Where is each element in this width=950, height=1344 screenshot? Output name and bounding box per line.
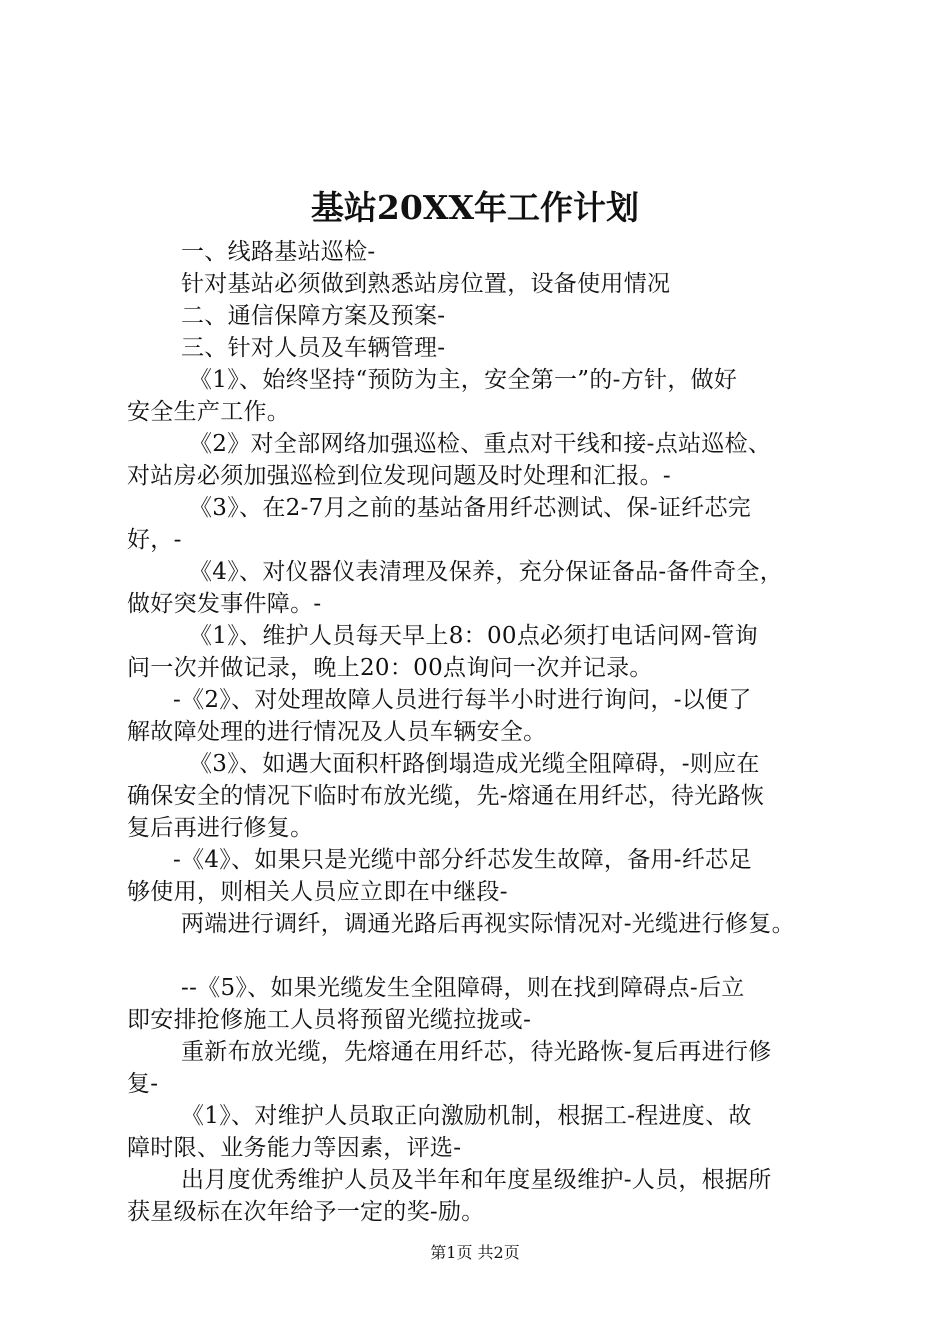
body-line: 复- bbox=[127, 1071, 159, 1097]
body-line: 两端进行调纤，调通光路后再视实际情况对-光缆进行修复。 bbox=[181, 911, 795, 937]
body-line: --《5》、如果光缆发生全阻障碍，则在找到障碍点-后立 bbox=[181, 975, 745, 1001]
body-line: 《2》对全部网络加强巡检、重点对干线和接-点站巡检、 bbox=[189, 431, 772, 457]
body-line: 一、线路基站巡检- bbox=[181, 239, 376, 265]
body-line: 针对基站必须做到熟悉站房位置，设备使用情况 bbox=[181, 271, 671, 297]
document-title: 基站20XX年工作计划 bbox=[310, 188, 640, 227]
body-line: 安全生产工作。 bbox=[127, 399, 291, 425]
body-line: 《1》、对维护人员取正向激励机制，根据工-程进度、故 bbox=[181, 1103, 752, 1129]
body-line: 好，- bbox=[127, 527, 182, 553]
body-line: 获星级标在次年给予一定的奖-励。 bbox=[127, 1199, 485, 1225]
body-line: 《1》、始终坚持“预防为主，安全第一”的-方针，做好 bbox=[189, 367, 738, 393]
body-line: 《1》、维护人员每天早上8：00点必须打电话问网-管询 bbox=[189, 623, 758, 649]
body-line: 障时限、业务能力等因素，评选- bbox=[127, 1135, 462, 1161]
blank-line bbox=[127, 940, 837, 972]
body-line: 三、针对人员及车辆管理- bbox=[181, 335, 446, 361]
body-line: 够使用，则相关人员应立即在中继段- bbox=[127, 879, 508, 905]
body-line: 做好突发事件障。- bbox=[127, 591, 322, 617]
body-line: 对站房必须加强巡检到位发现问题及时处理和汇报。- bbox=[127, 463, 671, 489]
body-line: 确保安全的情况下临时布放光缆，先-熔通在用纤芯，待光路恢 bbox=[127, 783, 765, 809]
body-line: 二、通信保障方案及预案- bbox=[181, 303, 446, 329]
page-footer: 第1页 共2页 bbox=[430, 1243, 520, 1262]
body-line: 问一次并做记录，晚上20：00点询问一次并记录。 bbox=[127, 655, 653, 681]
body-line: 出月度优秀维护人员及半年和年度星级维护-人员，根据所 bbox=[181, 1167, 772, 1193]
body-line: 即安排抢修施工人员将预留光缆拉拢或- bbox=[127, 1007, 532, 1033]
body-line: -《2》、对处理故障人员进行每半小时进行询问，-以便了 bbox=[173, 687, 752, 713]
body-line: 重新布放光缆，先熔通在用纤芯，待光路恢-复后再进行修 bbox=[181, 1039, 772, 1065]
body-line: 《4》、对仪器仪表清理及保养，充分保证备品-备件奇全， bbox=[189, 559, 784, 585]
body-line: 《3》、在2-7月之前的基站备用纤芯测试、保-证纤芯完 bbox=[189, 495, 752, 521]
body-line: 解故障处理的进行情况及人员车辆安全。 bbox=[127, 719, 547, 745]
body-line: -《4》、如果只是光缆中部分纤芯发生故障，备用-纤芯足 bbox=[173, 847, 752, 873]
body-line: 复后再进行修复。 bbox=[127, 815, 314, 841]
document-body bbox=[127, 236, 837, 1228]
body-line: 《3》、如遇大面积杆路倒塌造成光缆全阻障碍，-则应在 bbox=[189, 751, 760, 777]
